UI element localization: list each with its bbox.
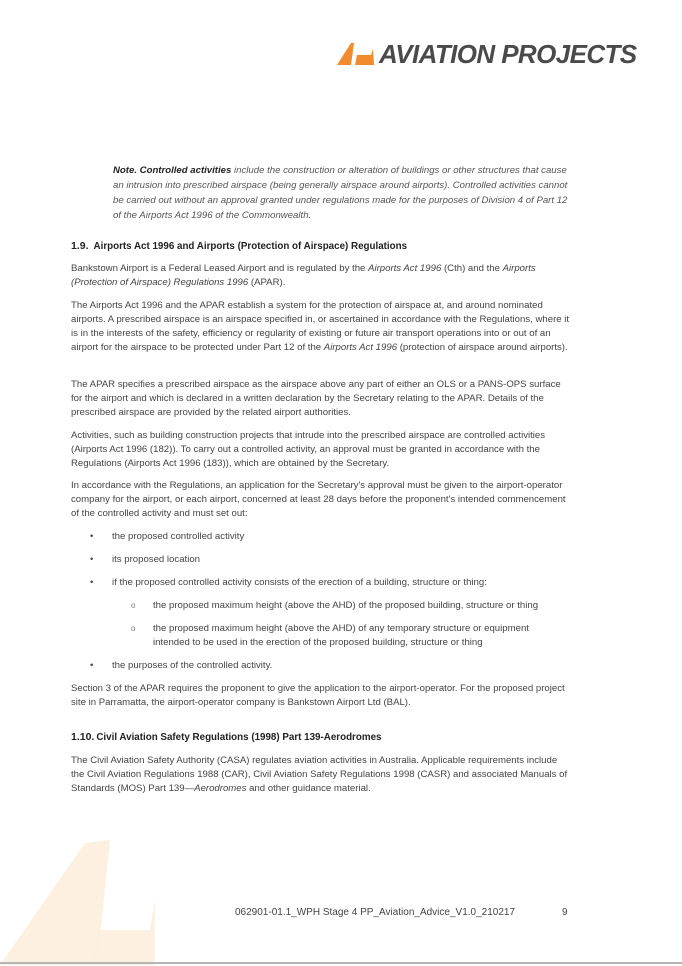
logo-mark-icon [337, 43, 375, 65]
watermark-logo-icon [0, 840, 160, 965]
list-item-text: the proposed maximum height (above the AHD) of the proposed building, structure or thing [153, 600, 539, 611]
paragraph [71, 754, 571, 796]
italic-run: Airports Act 1996 [368, 263, 442, 274]
bullet-icon: • [90, 531, 94, 542]
circle-bullet-icon: o [131, 624, 136, 633]
paragraph [71, 299, 571, 355]
footer-document-id: 062901-01.1_WPH Stage 4 PP_Aviation_Advice_V1.0_210217 [235, 907, 516, 918]
note-body: include the construction or alteration of buildings or other structures that cause an intrusion into prescribed airspace (being generally airspace around airports). Controlled activities cannot be carried out without an approval granted under regulations made for the purposes of Division 4 of Part 12 of the Airports Act 1996 of the Commonwealth. [113, 165, 568, 221]
paragraph: In accordance with the Regulations, an application for the Secretary's approval must be given to the airport-operator company for the airport, or each airport, concerned at least 28 days before the proponent's intended commencement of the controlled activity and must set out: [71, 480, 566, 519]
text-run: The Civil Aviation Safety Authority (CASA) regulates aviation activities in Australia. Applicable requirements include the Civil Aviation Regulations 1988 (CAR), Civil Aviation Safety Regulations 1998 (CASR) and associated Manuals of Standards (MOS) Part 139— [71, 755, 568, 794]
section-title: Civil Aviation Safety Regulations (1998) Part 139-Aerodromes [96, 732, 382, 743]
section-heading-1-9 [71, 240, 407, 252]
paragraph: Activities, such as building construction projects that intrude into the prescribed airspace are controlled activities (Airports Act 1996 (182)). To carry out a controlled activity, an approval must be granted in accordance with the Regulations (Airports Act 1996 (183)), which are obtained by the Secretary. [71, 430, 546, 469]
text-run: (Cth) and the [441, 263, 503, 274]
section-number: 1.9. [71, 240, 89, 252]
company-logo [337, 40, 637, 68]
text-run: (APAR). [248, 277, 286, 288]
footer-page-number: 9 [562, 907, 568, 918]
text-run: The Airports Act 1996 and the APAR establish a system for the protection of airspace at, and around nominated airports. A prescribed airspace is an airspace specified in, or ascertained in accordance with the Regulations, where it is in the interests of the safety, efficiency or regularity of existing or future air transport operations into or out of an airport for the airspace to be protected under Part 12 of the [71, 300, 570, 353]
section-heading-1-10 [71, 731, 381, 743]
paragraph: The APAR specifies a prescribed airspace as the airspace above any part of either an OLS or a PANS-OPS surface for the airport and which is declared in a written declaration by the Secretary relating to the APAR. Details of the prescribed airspace are provided by the related airport authorities. [71, 379, 561, 418]
bullet-icon: • [90, 554, 94, 565]
page-bottom-divider [0, 962, 682, 964]
text-run: Bankstown Airport is a Federal Leased Airport and is regulated by the [71, 263, 369, 274]
logo-text: AVIATION PROJECTS [379, 39, 637, 69]
bullet-icon: • [90, 660, 94, 671]
list-item-text: the proposed controlled activity [112, 531, 245, 542]
list-item-text: the purposes of the controlled activity. [112, 660, 273, 671]
section-title: Airports Act 1996 and Airports (Protection of Airspace) Regulations [93, 241, 408, 252]
note-lead: Note. Controlled activities [113, 165, 232, 176]
paragraph: Section 3 of the APAR requires the proponent to give the application to the airport-operator. For the proposed project site in Parramatta, the airport-operator company is Bankstown Airport Ltd (BAL). [71, 683, 565, 708]
list-item-text: if the proposed controlled activity consists of the erection of a building, structure or thing: [112, 577, 487, 588]
circle-bullet-icon: o [131, 601, 136, 610]
italic-run: Airports Act 1996 [323, 342, 398, 353]
bullet-icon: • [90, 577, 94, 588]
italic-run: Airports (Protection of Airspace) Regulations 1996 [71, 263, 536, 288]
text-run: and other guidance material. [246, 783, 371, 794]
italic-run: Aerodromes [194, 783, 247, 794]
note-paragraph [113, 163, 573, 223]
section-number: 1.10. [71, 731, 95, 743]
paragraph [71, 262, 571, 290]
list-item-text: the proposed maximum height (above the AHD) of any temporary structure or equipment intended to be used in the erection of the proposed building, structure or thing [153, 623, 529, 648]
text-run: (protection of airspace around airports). [397, 342, 568, 353]
list-item-text: its proposed location [112, 554, 200, 565]
